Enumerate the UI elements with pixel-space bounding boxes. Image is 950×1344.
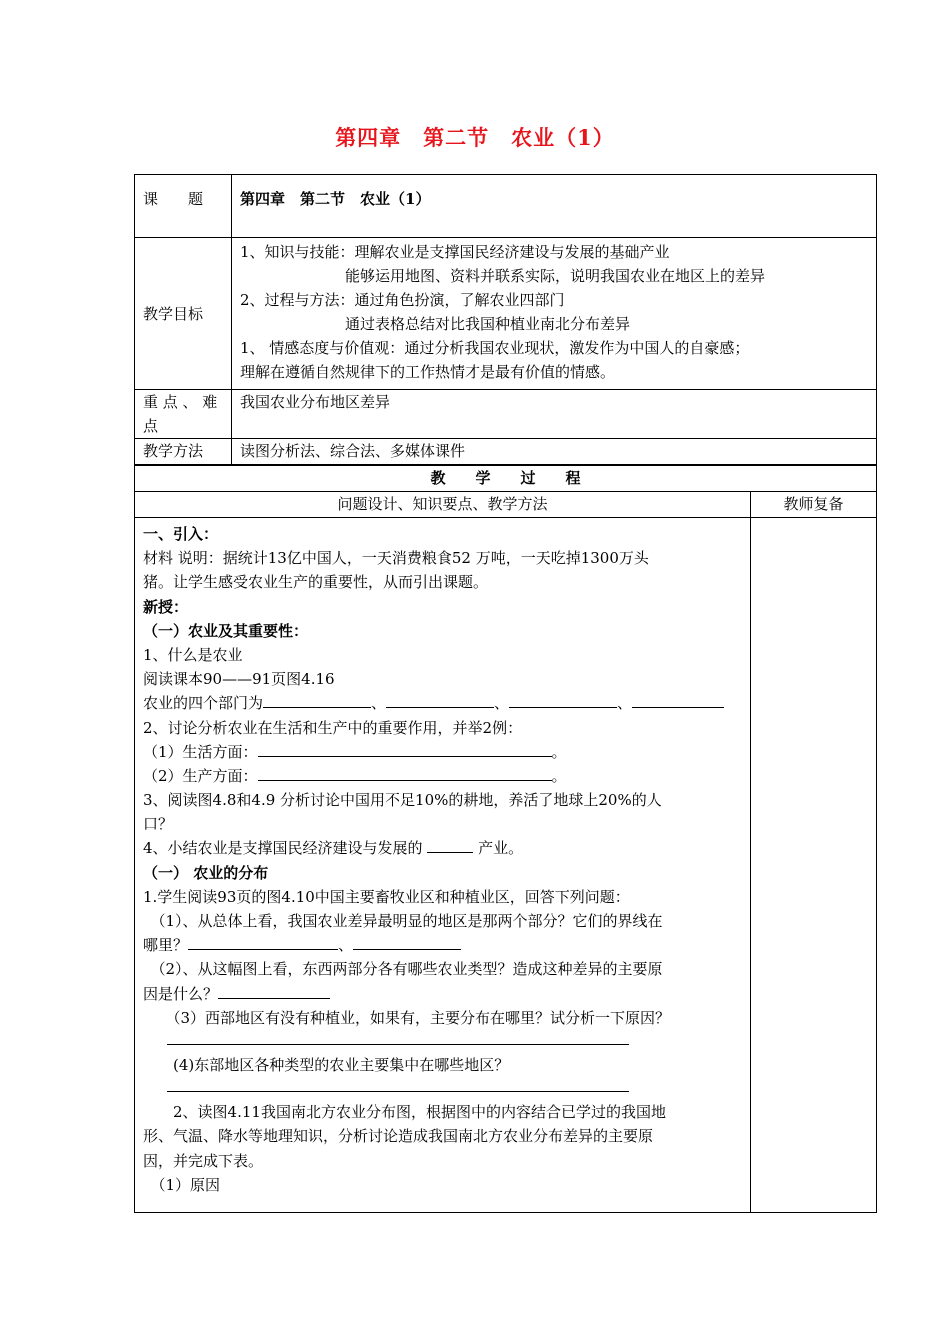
topic-label: 课 题 <box>135 175 232 238</box>
goals-label: 教学目标 <box>135 238 232 390</box>
separator: 、 <box>371 694 387 713</box>
topic-value: 第四章 第二节 农业（1） <box>232 175 877 238</box>
question-text: 因是什么？ <box>143 984 219 1003</box>
key-points-label <box>135 390 232 439</box>
method-value: 读图分析法、综合法、多媒体课件 <box>232 439 877 465</box>
section-heading: （一）农业及其重要性： <box>143 621 309 640</box>
summary-question <box>143 836 742 860</box>
four-sectors-question <box>143 691 742 715</box>
answer-blank[interactable] <box>258 766 552 781</box>
answer-blank[interactable] <box>386 693 494 708</box>
col-side-header: 教师复备 <box>751 492 877 518</box>
question: （3）西部地区有没有种植业，如果有，主要分布在哪里？试分析一下原因？ <box>143 1008 671 1027</box>
teaching-process-table <box>134 465 877 1213</box>
reason-question <box>143 982 742 1006</box>
answer-blank[interactable] <box>188 935 338 950</box>
question: 1、什么是农业 <box>143 645 243 664</box>
answer-blank[interactable] <box>427 838 473 853</box>
goal-line: 理解在遵循自然规律下的工作热情才是最有价值的情感。 <box>240 363 616 381</box>
goal-line: 1、 情感态度与价值观：通过分析我国农业现状，激发作为中国人的自豪感； <box>240 339 750 357</box>
answer-blank[interactable] <box>258 742 552 757</box>
teacher-notes-cell[interactable] <box>751 518 877 1213</box>
col-main-header: 问题设计、知识要点、教学方法 <box>135 492 751 518</box>
question: 3、阅读图4.8和4.9 分析讨论中国用不足10%的耕地，养活了地球上20%的人 <box>143 791 662 810</box>
separator: 、 <box>338 936 354 955</box>
question: 阅读课本90——91页图4.16 <box>143 670 335 689</box>
question: 1.学生阅读93页的图4.10中国主要畜牧业区和种植业区，回答下列问题： <box>143 887 630 906</box>
new-lesson-heading: 新授： <box>143 597 189 616</box>
process-content <box>135 518 751 1213</box>
separator: 、 <box>494 694 510 713</box>
method-label: 教学方法 <box>135 439 232 465</box>
question-text: （2）生产方面： <box>143 766 258 785</box>
question: (4)东部地区各种类型的农业主要集中在哪些地区？ <box>143 1055 510 1074</box>
question-text: 产业。 <box>478 839 524 858</box>
answer-line[interactable] <box>167 1077 629 1092</box>
question: 2、讨论分析农业在生活和生产中的重要作用，并举2例： <box>143 718 523 737</box>
goals-content <box>232 238 877 390</box>
key-label-line: 点 <box>143 417 159 435</box>
question-text: （1）生活方面： <box>143 742 258 761</box>
question: 形、气温、降水等地理知识，分析讨论造成我国南北方农业分布差异的主要原 <box>143 1127 654 1146</box>
production-question <box>143 764 742 788</box>
section-heading: （一） 农业的分布 <box>143 863 269 882</box>
answer-blank[interactable] <box>632 693 724 708</box>
key-label-line: 重 点 、 难 <box>143 393 218 411</box>
answer-line[interactable] <box>167 1030 629 1045</box>
life-question <box>143 740 742 764</box>
question-text: 农业的四个部门为 <box>143 694 264 713</box>
process-header: 教 学 过 程 <box>135 466 877 492</box>
punctuation: 。 <box>551 742 567 761</box>
key-points-value: 我国农业分布地区差异 <box>232 390 877 439</box>
goal-line: 通过表格总结对比我国种植业南北分布差异 <box>240 315 631 333</box>
question-text: 哪里？ <box>143 936 189 955</box>
answer-blank[interactable] <box>353 935 461 950</box>
goal-line: 2、过程与方法：通过角色扮演，了解农业四部门 <box>240 291 565 309</box>
question: 2、读图4.11我国南北方农业分布图，根据图中的内容结合已学过的我国地 <box>143 1103 666 1122</box>
question: （1）原因 <box>143 1175 221 1194</box>
question-text: 4、小结农业是支撑国民经济建设与发展的 <box>143 839 423 858</box>
question: 口？ <box>143 815 174 834</box>
lesson-info-table <box>134 174 877 465</box>
boundary-question <box>143 933 742 957</box>
question: （1）、从总体上看，我国农业差异最明显的地区是那两个部分？它们的界线在 <box>143 912 663 930</box>
intro-heading: 一、引入： <box>143 525 219 543</box>
goal-line: 1、知识与技能：理解农业是支撑国民经济建设与发展的基础产业 <box>240 243 670 261</box>
intro-text: 材料 说明：据统计13亿中国人，一天消费粮食52 万吨，一天吃掉1300万头 <box>143 549 649 568</box>
punctuation: 。 <box>551 766 567 785</box>
document-title: 第四章 第二节 农业（1） <box>335 125 615 150</box>
answer-blank[interactable] <box>218 984 330 999</box>
intro-text: 猪。让学生感受农业生产的重要性，从而引出课题。 <box>143 573 489 592</box>
goal-line: 能够运用地图、资料并联系实际，说明我国农业在地区上的差异 <box>240 267 766 285</box>
answer-blank[interactable] <box>509 693 617 708</box>
question: （2）、从这幅图上看，东西两部分各有哪些农业类型？造成这种差异的主要原 <box>143 960 663 979</box>
question: 因，并完成下表。 <box>143 1151 264 1170</box>
answer-blank[interactable] <box>263 693 371 708</box>
separator: 、 <box>617 694 633 713</box>
